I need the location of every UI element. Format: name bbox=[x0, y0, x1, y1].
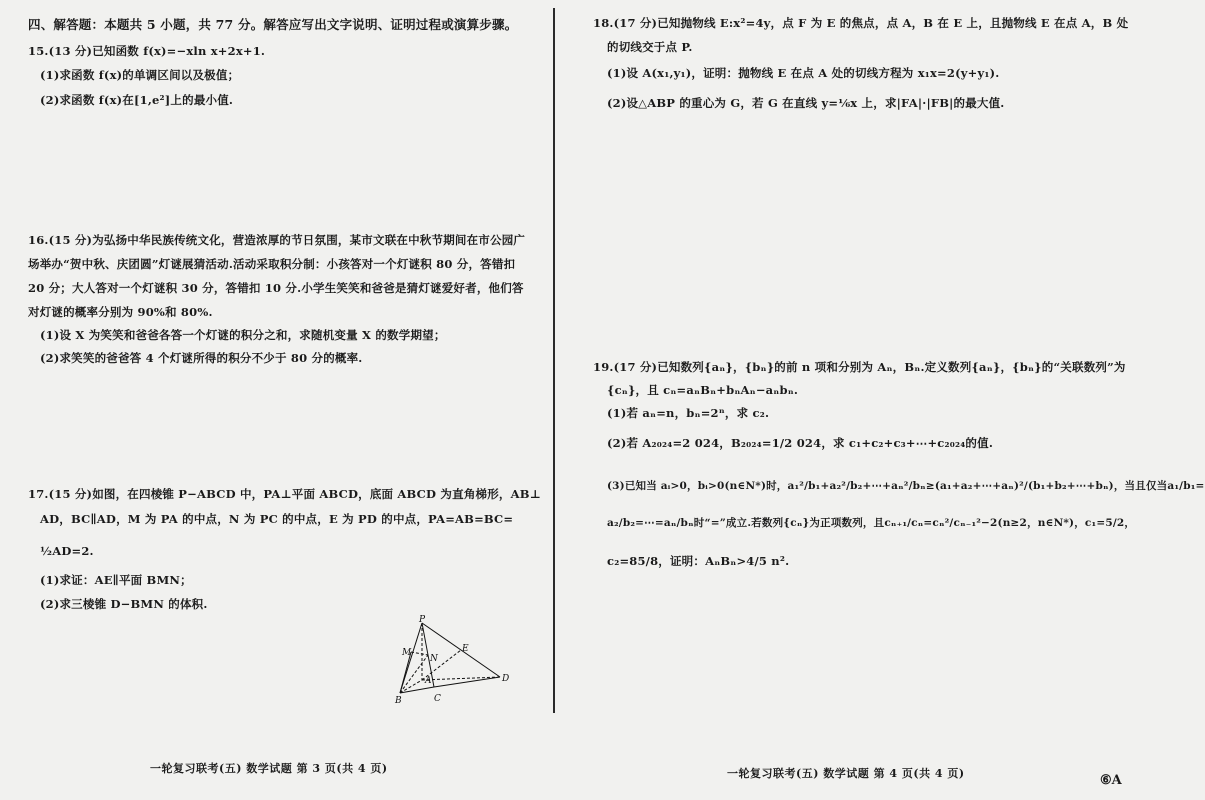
label-C: C bbox=[434, 694, 441, 704]
page-4 bbox=[557, 0, 1205, 800]
label-P: P bbox=[419, 615, 426, 625]
q19-part3-line3: c₂=85/8，证明：AₙBₙ>4/5 n². bbox=[607, 554, 790, 568]
corner-mark: ⑥A bbox=[1100, 773, 1122, 788]
footer-right: 一轮复习联考(五) 数学试题 第 4 页(共 4 页) bbox=[727, 767, 965, 780]
q19-part3-line2: a₂/b₂=⋯=aₙ/bₙ时“=”成立.若数列{cₙ}为正项数列，且cₙ₊₁/cₙ=cₙ²/cₙ₋₁²−2(n≥2，n∈N*)，c₁=5/2， bbox=[607, 517, 1136, 529]
q16-line4: 对灯谜的概率分别为 90%和 80%. bbox=[28, 305, 213, 319]
q16-line2: 场举办“贺中秋、庆团圆”灯谜展猜活动.活动采取积分制：小孩答对一个灯谜积 80 分，答错扣 bbox=[28, 257, 516, 271]
q15-part2: (2)求函数 f(x)在[1,e²]上的最小值. bbox=[40, 93, 234, 107]
q19-part1: (1)若 aₙ=n，bₙ=2ⁿ，求 c₂. bbox=[607, 406, 770, 420]
q16-line3: 20 分；大人答对一个灯谜积 30 分，答错扣 10 分.小学生笑笑和爸爸是猜灯谜爱好者，他们答 bbox=[28, 281, 524, 295]
q16-line1: 16.(15 分)为弘扬中华民族传统文化，营造浓厚的节日氛围，某市文联在中秋节期间在市公园广 bbox=[28, 233, 526, 247]
pyramid-figure bbox=[392, 615, 512, 705]
q18-part1: (1)设 A(x₁,y₁)，证明：抛物线 E 在点 A 处的切线方程为 x₁x=2(y+y₁). bbox=[607, 66, 1000, 80]
label-N: N bbox=[430, 654, 438, 664]
q19-part2: (2)若 A₂₀₂₄=2 024，B₂₀₂₄=1/2 024，求 c₁+c₂+c₃+⋯+c₂₀₂₄的值. bbox=[607, 436, 994, 450]
q18-line1: 18.(17 分)已知抛物线 E:x²=4y，点 F 为 E 的焦点，点 A，B 在 E 上，且抛物线 E 在点 A，B 处 bbox=[593, 16, 1129, 30]
label-M: M bbox=[402, 648, 412, 658]
q17-line2: AD，BC∥AD，M 为 PA 的中点，N 为 PC 的中点，E 为 PD 的中点，PA=AB=BC= bbox=[40, 512, 514, 526]
q15-stem: 15.(13 分)已知函数 f(x)=−xln x+2x+1. bbox=[28, 44, 266, 58]
page-divider bbox=[553, 8, 555, 713]
q15-part1: (1)求函数 f(x)的单调区间以及极值； bbox=[40, 68, 240, 82]
footer-left: 一轮复习联考(五) 数学试题 第 3 页(共 4 页) bbox=[150, 762, 388, 775]
label-B: B bbox=[395, 696, 402, 706]
q17-part2: (2)求三棱锥 D−BMN 的体积. bbox=[40, 597, 208, 611]
q17-part1: (1)求证：AE∥平面 BMN； bbox=[40, 573, 192, 587]
q17-line1: 17.(15 分)如图，在四棱锥 P−ABCD 中，PA⊥平面 ABCD，底面 ABCD 为直角梯形，AB⊥ bbox=[28, 487, 541, 501]
q16-part2: (2)求笑笑的爸爸答 4 个灯谜所得的积分不少于 80 分的概率. bbox=[40, 351, 363, 365]
page-3 bbox=[0, 0, 555, 800]
q19-line2: {cₙ}，且 cₙ=aₙBₙ+bₙAₙ−aₙbₙ. bbox=[607, 383, 799, 397]
q17-line3: ½AD=2. bbox=[40, 544, 94, 558]
q19-line1: 19.(17 分)已知数列{aₙ}，{bₙ}的前 n 项和分别为 Aₙ，Bₙ.定义数列{aₙ}，{bₙ}的“关联数列”为 bbox=[593, 360, 1126, 374]
q18-line2: 的切线交于点 P. bbox=[607, 40, 693, 54]
q18-part2: (2)设△ABP 的重心为 G，若 G 在直线 y=⅙x 上，求|FA|·|FB|的最大值. bbox=[607, 96, 1005, 110]
label-D: D bbox=[502, 674, 510, 684]
label-A: A bbox=[425, 676, 432, 686]
label-E: E bbox=[462, 644, 469, 654]
q16-part1: (1)设 X 为笑笑和爸爸各答一个灯谜的积分之和，求随机变量 X 的数学期望； bbox=[40, 328, 446, 342]
q19-part3-line1: (3)已知当 aᵢ>0，bᵢ>0(n∈N*)时，a₁²/b₁+a₂²/b₂+⋯+aₙ²/bₙ≥(a₁+a₂+⋯+aₙ)²/(b₁+b₂+⋯+bₙ)，当且仅当a₁/b₁= bbox=[607, 480, 1205, 492]
section-header: 四、解答题：本题共 5 小题，共 77 分。解答应写出文字说明、证明过程或演算步骤。 bbox=[28, 17, 518, 32]
